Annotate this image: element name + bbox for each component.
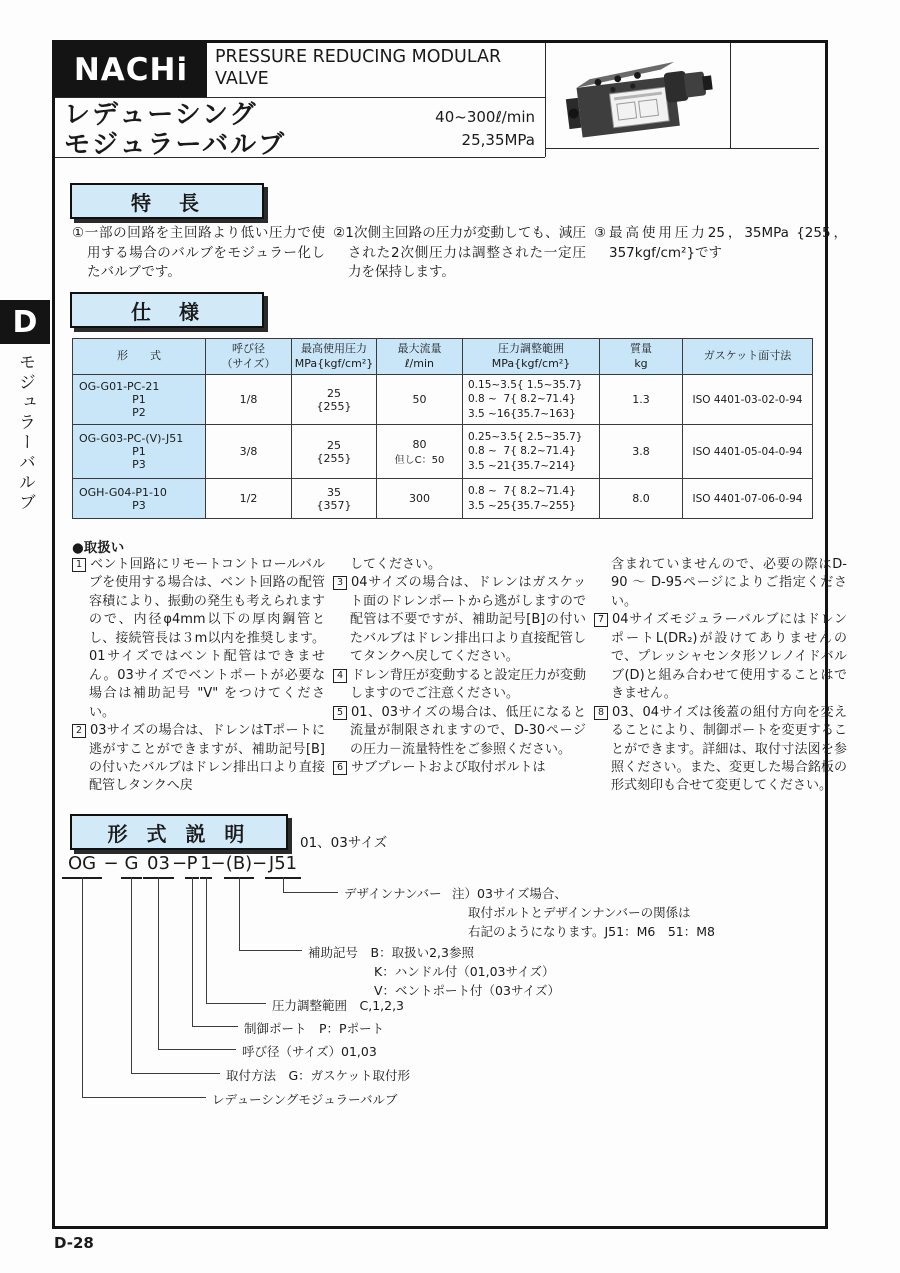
specs-heading-text: 仕 様 — [131, 299, 203, 324]
page-number: D-28 — [54, 1234, 94, 1252]
max-flow-cell: 50 — [377, 375, 463, 425]
range-cell: 0.25~3.5{ 2.5~35.7} 0.8 ~ 7{ 8.2~71.4} 3.5 ~21{35.7~214} — [463, 425, 600, 479]
range-cell: 0.15~3.5{ 1.5~35.7} 0.8 ~ 7{ 8.2~71.4} 3.5 ~16{35.7~163} — [463, 375, 600, 425]
pressure-spec: 25,35MPa — [461, 131, 535, 150]
model-heading-text: 形 式 説 明 — [107, 821, 251, 846]
handling-item: 8 03、04サイズは後蓋の組付方向を変えることにより、制御ポートを変更することができます。詳細は、取付寸法図を参照ください。また、変更した場合銘板の形式刻印も合せて変更してください。 — [594, 704, 847, 796]
max-pressure-cell: 35 {357} — [292, 479, 377, 519]
label-nominal-size: 呼び径（サイズ）01,03 — [242, 1044, 377, 1059]
gasket-cell: ISO 4401-07-06-0-94 — [683, 479, 813, 519]
mass-cell: 1.3 — [600, 375, 683, 425]
max-flow-cell: 80 但しC：50 — [377, 425, 463, 479]
product-title-jp — [64, 101, 286, 161]
handling-continuation: 含まれていませんので、必要の際はD-90 ～ D-95ページによりご指定ください。 — [611, 557, 847, 609]
code-segment: OG — [62, 853, 102, 879]
item-number-box: 1 — [72, 558, 86, 572]
size-cell: 1/8 — [206, 375, 292, 425]
design-note-2: 取付ボルトとデザインナンバーの関係は — [468, 905, 691, 920]
label-control-port: 制御ポート P：Pポート — [244, 1021, 385, 1036]
handling-col1 — [72, 556, 325, 796]
feature-item-1: ①一部の回路を主回路より低い圧力で使用する場合のバルブをモジュラー化したバルブです。 — [72, 225, 325, 281]
design-note-3: 右記のようになります。J51：M6 51：M8 — [468, 924, 715, 939]
handling-title: ●取扱い — [72, 540, 125, 556]
item-number-box: 8 — [594, 706, 608, 720]
header-model: 形 式 — [73, 339, 206, 375]
header-gasket: ガスケット面寸法 — [683, 339, 813, 375]
mass-cell: 3.8 — [600, 425, 683, 479]
model-size-note: 01、03サイズ — [300, 835, 388, 851]
label-product-type: レデューシングモジュラーバルブ — [212, 1092, 398, 1107]
item-number-box: 6 — [333, 761, 347, 775]
aux-line-k: K：ハンドル付（01,03サイズ） — [374, 964, 555, 979]
handling-item: 5 01、03サイズの場合は、低圧になると流量が制限されますので、D-30ページの圧力－流量特性をご参照ください。 — [333, 704, 586, 759]
model-cell: OGH-G04-P1-10 P3 — [73, 479, 206, 519]
handling-item: 1 ベント回路にリモートコントロールバルブを使用する場合は、ベント回路の配管容積により、振動の発生も考えられますので、内径φ4mm以下の厚肉鋼管とし、接続管長は３m以内を推奨します。01サイズではベント配管はできません。03サイズでベントポートが必要な場合は補助記号 "V" をつけてください。 — [72, 556, 325, 722]
table-row — [73, 375, 813, 425]
handling-col2 — [333, 556, 586, 777]
mass-cell: 8.0 — [600, 479, 683, 519]
code-dash: − — [171, 853, 188, 874]
nachi-logo: NACHi — [73, 52, 189, 88]
item-number-box: 4 — [333, 669, 347, 683]
model-cell: OG-G03-PC-(V)-J51 P1 P3 — [73, 425, 206, 479]
handling-col3 — [594, 556, 847, 796]
item-number-box: 5 — [333, 706, 347, 720]
section-heading-specs — [70, 292, 264, 328]
section-heading-features — [70, 183, 264, 219]
size-cell: 1/2 — [206, 479, 292, 519]
sidebar-vertical-label: モジュラーバルブ — [15, 353, 35, 513]
valve-cap — [702, 75, 713, 90]
table-row — [73, 425, 813, 479]
model-cell: OG-G01-PC-21 P1 P2 — [73, 375, 206, 425]
code-segment: 03 — [143, 853, 174, 879]
code-segment: 1 — [200, 853, 212, 879]
code-segment: J51 — [265, 853, 301, 879]
item-number-box: 3 — [333, 576, 347, 590]
code-segment: P — [185, 853, 199, 879]
sidebar-tab-letter: D — [12, 304, 38, 340]
handling-item: 7 04サイズモジュラーバルブにはドレンポートL(DR₂)が設けてありませんので、プレッシャセンタ形ソレノイドバルブ(D)と組み合わせて使用することはできません。 — [594, 611, 847, 703]
code-segment: G — [121, 853, 142, 879]
product-name-en — [215, 47, 545, 91]
feature-item-3: ③最高使用圧力25，35MPa {255，357kgf/cm²}です — [594, 225, 847, 261]
specs-table — [72, 338, 813, 519]
range-cell: 0.8 ~ 7{ 8.2~71.4} 3.5 ~25{35.7~255} — [463, 479, 600, 519]
logo-box — [55, 43, 207, 97]
header-adjust-range: 圧力調整範囲 MPa{kgf/cm²} — [463, 339, 600, 375]
flow-spec: 40~300ℓ/min — [435, 108, 535, 126]
product-title-jp-line2: モジュラーバルブ — [64, 129, 287, 160]
product-title-jp-line1: レデューシング — [64, 100, 258, 130]
product-name-en-line2: VALVE — [215, 68, 269, 89]
feature-item-2: ②1次側主回路の圧力が変動しても、減圧された2次側圧力は調整された一定圧力を保持します。 — [333, 225, 586, 281]
handling-item: 4 ドレン背圧が変動すると設定圧力が変動しますのでご注意ください。 — [333, 667, 586, 704]
label-aux-symbol: 補助記号 B：取扱い2,3参照 — [308, 945, 474, 960]
max-pressure-cell: 25 {255} — [292, 375, 377, 425]
product-name-en-line1: PRESSURE REDUCING MODULAR — [215, 47, 502, 67]
handling-item: 6 サブプレートおよび取付ボルトは — [333, 759, 586, 777]
gasket-cell: ISO 4401-05-04-0-94 — [683, 425, 813, 479]
max-flow-cell: 300 — [377, 479, 463, 519]
code-segment: (B) — [224, 853, 254, 879]
label-mounting: 取付方法 G：ガスケット取付形 — [226, 1068, 411, 1083]
table-row — [73, 479, 813, 519]
aux-line-v: V：ベントポート付（03サイズ） — [374, 983, 560, 998]
code-dash: − — [103, 853, 119, 874]
header-size: 呼び径 （サイズ） — [206, 339, 292, 375]
label-design-number: デザインナンバー — [344, 886, 442, 901]
item-number-box: 2 — [72, 724, 86, 738]
label-pressure-range: 圧力調整範囲 C,1,2,3 — [272, 998, 405, 1013]
header-mass: 質量 kg — [600, 339, 683, 375]
header-max-pressure: 最高使用圧力 MPa{kgf/cm²} — [292, 339, 377, 375]
gasket-cell: ISO 4401-03-02-0-94 — [683, 375, 813, 425]
design-note-1: 注）03サイズ場合、 — [452, 886, 567, 901]
size-cell: 3/8 — [206, 425, 292, 479]
max-pressure-cell: 25 {255} — [292, 425, 377, 479]
valve-adjuster — [684, 71, 707, 97]
handling-continuation: してください。 — [350, 557, 442, 572]
handling-item: 3 04サイズの場合は、ドレンはガスケット面のドレンポートから逃がしますので配管は不要ですが、補助記号[B]の付いたバルブはドレン排出口より直接配管してタンクへ戻してください。 — [333, 574, 586, 666]
section-heading-model — [70, 814, 288, 850]
specs-header-row — [73, 339, 813, 375]
code-dash: − — [210, 853, 226, 874]
header-max-flow: 最大流量 ℓ/min — [377, 339, 463, 375]
item-number-box: 7 — [594, 613, 608, 627]
product-photo — [562, 46, 722, 144]
handling-item: 2 03サイズの場合は、ドレンはTポートに逃がすことができますが、補助記号[B]の付いたバルブはドレン排出口より直接配管しタンクへ戻 — [72, 722, 325, 796]
header-specs — [360, 106, 535, 153]
sidebar-tab — [0, 300, 50, 344]
features-heading-text: 特 長 — [131, 190, 203, 215]
code-dash: − — [251, 853, 268, 874]
